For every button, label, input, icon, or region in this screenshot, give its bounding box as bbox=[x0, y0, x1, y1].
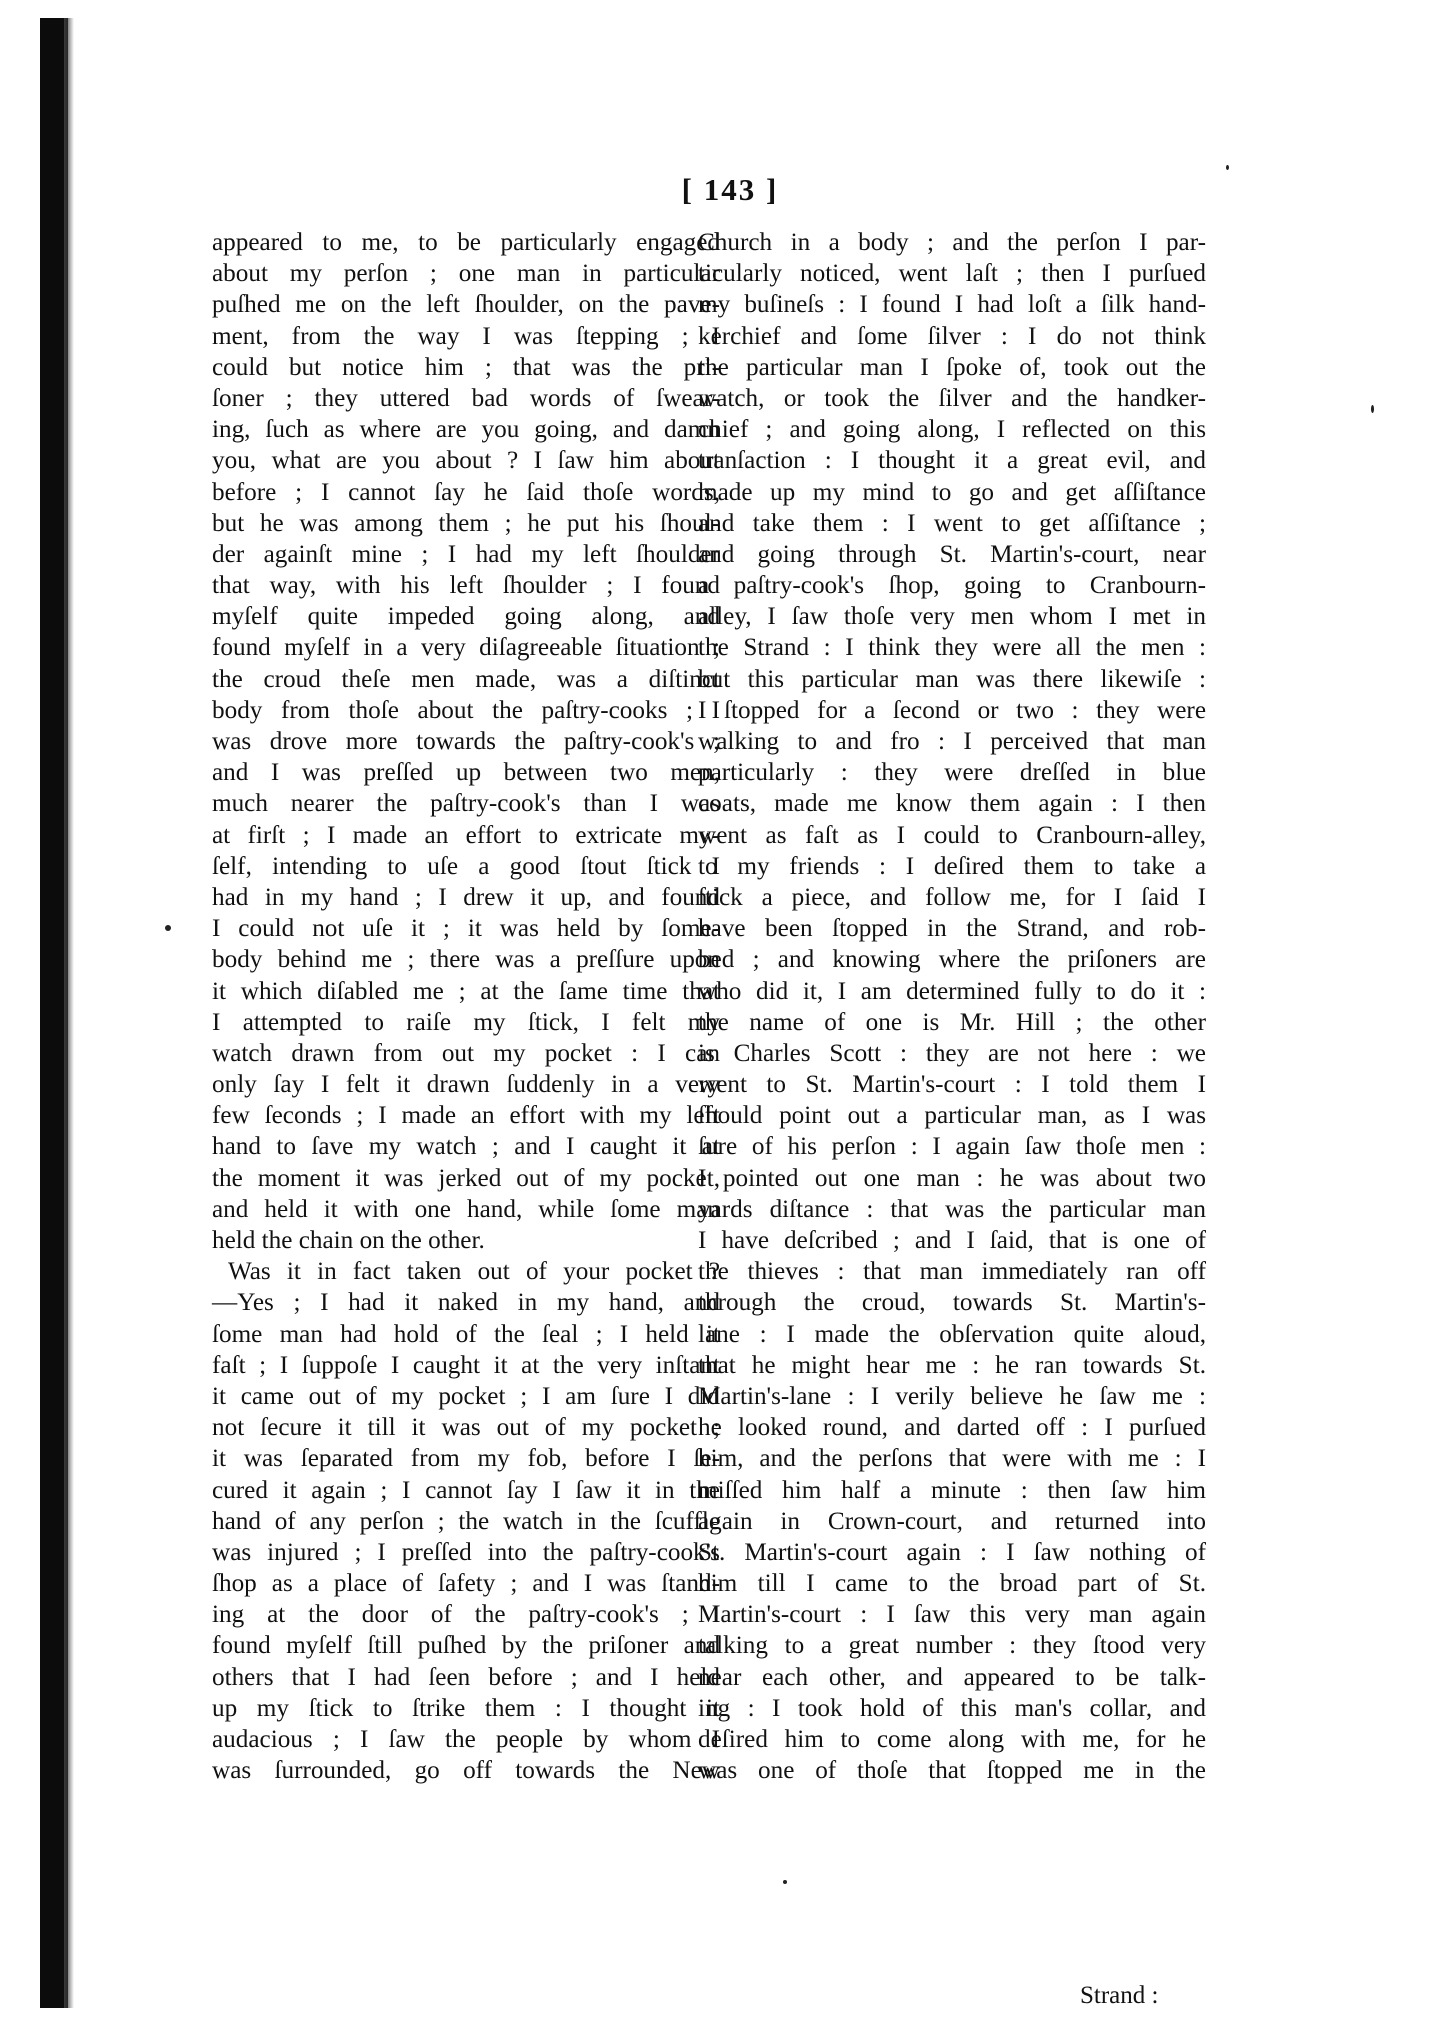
text-line: miſſed him half a minute : then ſaw him bbox=[698, 1476, 1206, 1504]
text-line: watch drawn from out my pocket : I can bbox=[212, 1039, 720, 1067]
text-line: der againſt mine ; I had my left ſhoulder bbox=[212, 540, 720, 568]
text-line: myſelf quite impeded going along, and bbox=[212, 603, 720, 631]
text-line: alley, I ſaw thoſe very men whom I met in bbox=[698, 603, 1206, 631]
text-line: went as faſt as I could to Cranbourn-alley, bbox=[698, 821, 1206, 849]
text-line: ſtick a piece, and follow me, for I ſaid I bbox=[698, 883, 1206, 911]
text-line: you, what are you about ? I ſaw him about bbox=[212, 447, 720, 475]
text-line: that he might hear me : he ran towards St. bbox=[698, 1351, 1206, 1379]
text-line: and going through St. Martin's-court, near bbox=[698, 540, 1206, 568]
text-line: before ; I cannot ſay he ſaid thoſe words, bbox=[212, 478, 720, 506]
text-line: yards diſtance : that was the particular man bbox=[698, 1195, 1206, 1223]
text-line: few ſeconds ; I made an effort with my left bbox=[212, 1102, 720, 1130]
text-line: but he was among them ; he put his ſhoul- bbox=[212, 509, 720, 537]
text-line: I could not uſe it ; it was held by ſome- bbox=[212, 915, 720, 943]
text-line: body behind me ; there was a preſſure upon bbox=[212, 946, 720, 974]
text-line: Martin's-lane : I verily believe he ſaw me : bbox=[698, 1382, 1206, 1410]
text-line: but this particular man was there likewiſe : bbox=[698, 665, 1206, 693]
text-line: kerchief and ſome ſilver : I do not think bbox=[698, 322, 1206, 350]
text-line: ing at the door of the paſtry-cook's ; I bbox=[212, 1601, 720, 1629]
page-number: [ 143 ] bbox=[681, 172, 779, 207]
text-line: up my ſtick to ſtrike them : I thought it bbox=[212, 1694, 720, 1722]
text-line: much nearer the paſtry-cook's than I was bbox=[212, 790, 720, 818]
text-line-paragraph-end: held the chain on the other. bbox=[212, 1227, 485, 1254]
text-line: ment, from the way I was ſtepping ; I bbox=[212, 322, 720, 350]
text-line: found myſelf ſtill puſhed by the priſoner and bbox=[212, 1632, 720, 1660]
left-text-column bbox=[212, 227, 720, 1786]
text-line: deſired him to come along with me, for he bbox=[698, 1726, 1206, 1753]
text-line: coats, made me know them again : I then bbox=[698, 790, 1206, 818]
catchword: Strand : bbox=[1080, 1982, 1159, 2009]
text-line: he looked round, and darted off : I purſued bbox=[698, 1414, 1206, 1442]
text-line: lane : I made the obſervation quite aloud, bbox=[698, 1320, 1206, 1348]
text-line: hand of any perſon ; the watch in the ſcuffle bbox=[212, 1507, 720, 1535]
text-line: audacious ; I ſaw the people by whom I bbox=[212, 1726, 720, 1753]
text-line: ſoner ; they uttered bad words of ſwear- bbox=[212, 384, 720, 412]
text-line: about my perſon ; one man in particular bbox=[212, 260, 720, 288]
text-line: was ſurrounded, go off towards the New bbox=[212, 1757, 720, 1785]
text-line: him, and the perſons that were with me : I bbox=[698, 1445, 1206, 1473]
text-line: particularly : they were dreſſed in blue bbox=[698, 759, 1206, 787]
text-line: I have deſcribed ; and I ſaid, that is one of bbox=[698, 1227, 1206, 1254]
text-line: and I was preſſed up between two men, bbox=[212, 759, 720, 787]
text-line: I ſtopped for a ſecond or two : they were bbox=[698, 696, 1206, 724]
text-line: the name of one is Mr. Hill ; the other bbox=[698, 1008, 1206, 1036]
ink-speck bbox=[165, 925, 171, 931]
text-line: have been ſtopped in the Strand, and rob- bbox=[698, 915, 1206, 943]
text-line: the Strand : I think they were all the men : bbox=[698, 634, 1206, 662]
text-line: cured it again ; I cannot ſay I ſaw it in the bbox=[212, 1476, 720, 1504]
text-line: ſhop as a place of ſafety ; and I was ſtand- bbox=[212, 1570, 720, 1598]
text-line: ſhould point out a particular man, as I was bbox=[698, 1102, 1206, 1130]
text-line: tranſaction : I thought it a great evil, and bbox=[698, 447, 1206, 475]
page-binding-edge bbox=[40, 18, 68, 2008]
text-line: chief ; and going along, I reflected on this bbox=[698, 416, 1206, 444]
text-line: appeared to me, to be particularly engaged bbox=[212, 229, 720, 256]
text-line: found myſelf in a very diſagreeable ſituation ; bbox=[212, 634, 720, 662]
text-line: bed ; and knowing where the priſoners are bbox=[698, 946, 1206, 974]
text-line: Church in a body ; and the perſon I par- bbox=[698, 229, 1206, 256]
text-line: is Charles Scott : they are not here : we bbox=[698, 1039, 1206, 1067]
text-line: ing : I took hold of this man's collar, and bbox=[698, 1694, 1206, 1722]
text-line: watch, or took the ſilver and the handker- bbox=[698, 384, 1206, 412]
text-line: a paſtry-cook's ſhop, going to Cranbourn- bbox=[698, 572, 1206, 600]
text-line: only ſay I felt it drawn ſuddenly in a very bbox=[212, 1071, 720, 1099]
text-line: ing, ſuch as where are you going, and damn bbox=[212, 416, 720, 444]
text-line: Martin's-court : I ſaw this very man again bbox=[698, 1601, 1206, 1629]
text-line: —Yes ; I had it naked in my hand, and bbox=[212, 1289, 720, 1317]
text-line: faſt ; I ſuppoſe I caught it at the very inſtant bbox=[212, 1351, 720, 1379]
text-line: walking to and fro : I perceived that man bbox=[698, 728, 1206, 755]
ink-speck bbox=[783, 1880, 787, 1884]
text-line: ſelf, intending to uſe a good ſtout ſtick I bbox=[212, 852, 720, 880]
text-line: that way, with his left ſhoulder ; I found bbox=[212, 572, 720, 600]
text-line-paragraph-start: Was it in fact taken out of your pocket ? bbox=[228, 1258, 720, 1286]
ink-speck bbox=[1226, 165, 1229, 170]
text-line: who did it, I am determined fully to do it : bbox=[698, 977, 1206, 1005]
text-line: and take them : I went to get aſſiſtance ; bbox=[698, 509, 1206, 537]
text-line: it which diſabled me ; at the ſame time that bbox=[212, 977, 720, 1005]
text-line: I attempted to raiſe my ſtick, I felt my bbox=[212, 1008, 720, 1036]
text-line: talking to a great number : they ſtood very bbox=[698, 1632, 1206, 1660]
text-line: at firſt ; I made an effort to extricate my- bbox=[212, 821, 720, 849]
text-line: ſome man had hold of the ſeal ; I held it bbox=[212, 1320, 720, 1348]
text-line: the moment it was jerked out of my pocket, bbox=[212, 1164, 720, 1192]
text-line: to my friends : I deſired them to take a bbox=[698, 852, 1206, 880]
text-line: it was ſeparated from my fob, before I ſe- bbox=[212, 1445, 720, 1473]
text-line: near each other, and appeared to be talk- bbox=[698, 1663, 1206, 1691]
text-line: through the croud, towards St. Martin's- bbox=[698, 1289, 1206, 1317]
right-text-column bbox=[698, 227, 1206, 1786]
text-line: was one of thoſe that ſtopped me in the bbox=[698, 1757, 1206, 1785]
text-line: hand to ſave my watch ; and I caught it at bbox=[212, 1133, 720, 1161]
text-line: I pointed out one man : he was about two bbox=[698, 1164, 1206, 1192]
text-line: and held it with one hand, while ſome man bbox=[212, 1195, 720, 1223]
text-line: others that I had ſeen before ; and I held bbox=[212, 1663, 720, 1691]
text-line: went to St. Martin's-court : I told them I bbox=[698, 1071, 1206, 1099]
text-line: made up my mind to go and get aſſiſtance bbox=[698, 478, 1206, 506]
text-line: it came out of my pocket ; I am ſure I did bbox=[212, 1382, 720, 1410]
text-line: had in my hand ; I drew it up, and found bbox=[212, 883, 720, 911]
text-line: was injured ; I preſſed into the paſtry-cook's bbox=[212, 1538, 720, 1566]
text-line: could but notice him ; that was the pri- bbox=[212, 353, 720, 381]
text-line: not ſecure it till it was out of my pocket ; bbox=[212, 1414, 720, 1442]
text-line: the thieves : that man immediately ran off bbox=[698, 1258, 1206, 1286]
text-line: body from thoſe about the paſtry-cooks ; I bbox=[212, 696, 720, 724]
text-line: was drove more towards the paſtry-cook's ; bbox=[212, 728, 720, 755]
text-line: again in Crown-court, and returned into bbox=[698, 1507, 1206, 1535]
text-line: the particular man I ſpoke of, took out the bbox=[698, 353, 1206, 381]
text-line: the croud theſe men made, was a diſtinct bbox=[212, 665, 720, 693]
ink-speck bbox=[1371, 405, 1374, 413]
text-line: puſhed me on the left ſhoulder, on the pave- bbox=[212, 291, 720, 319]
text-line: my buſineſs : I found I had loſt a ſilk hand- bbox=[698, 291, 1206, 319]
text-line: him till I came to the broad part of St. bbox=[698, 1570, 1206, 1598]
text-line: ticularly noticed, went laſt ; then I purſued bbox=[698, 260, 1206, 288]
text-line: St. Martin's-court again : I ſaw nothing of bbox=[698, 1538, 1206, 1566]
text-line: ſure of his perſon : I again ſaw thoſe men : bbox=[698, 1133, 1206, 1161]
